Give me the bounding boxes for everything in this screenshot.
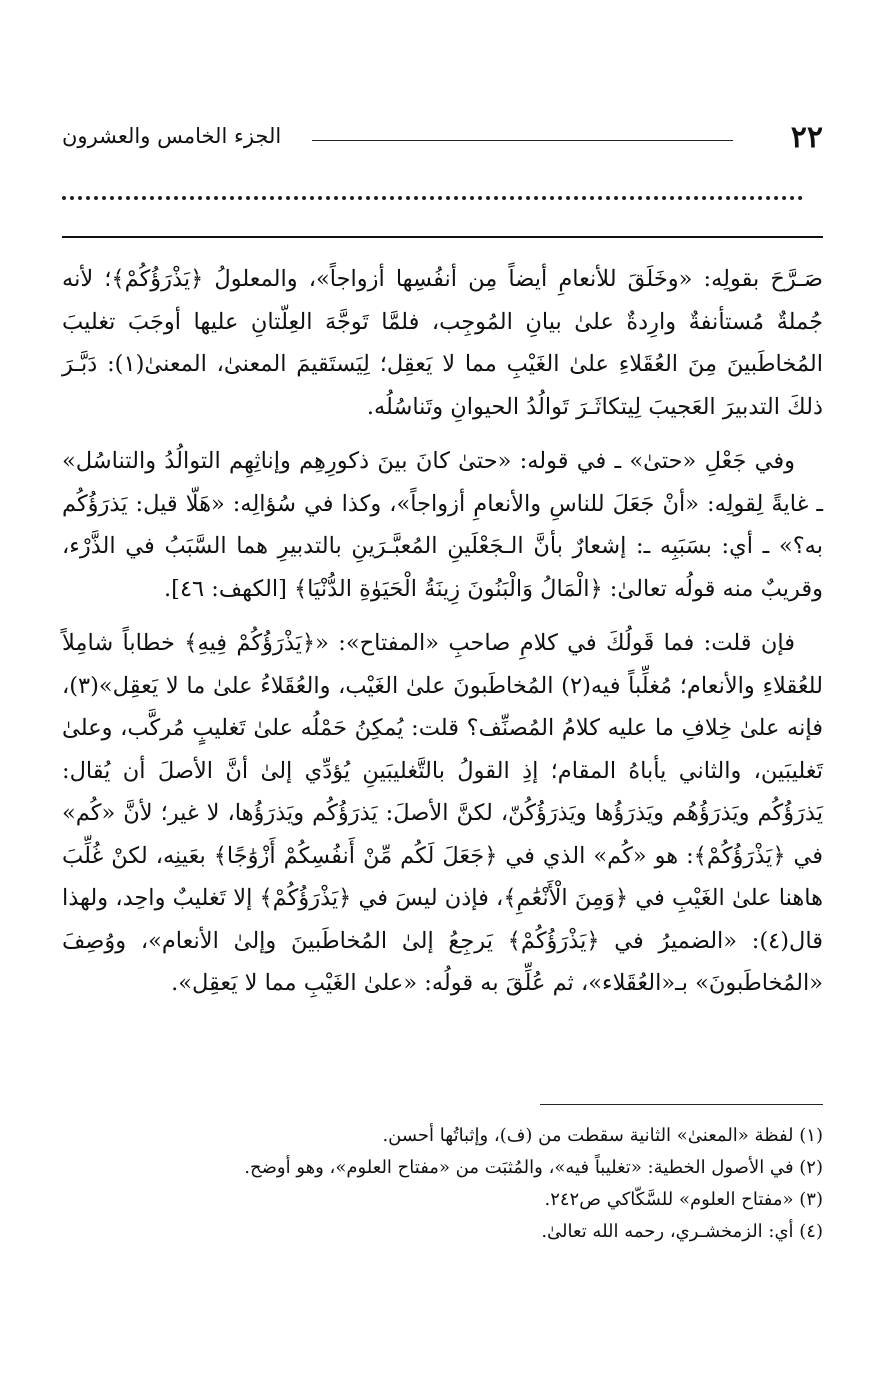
- paragraph-2: وفي جَعْلِ «حتىٰ» ـ في قوله: «حتىٰ كانَ بينَ ذكورِهِم وإناثِهِم التوالُدُ والتناسُل» ـ غايةً لِقولِه: «أنْ جَعَلَ للناسِ والأنعامِ أزواجاً»، وكذا في سُؤالِه: «هَلّا قيل: يَذرَؤُكُم به؟» ـ أي: بسَبَبِه ـ: إشعارٌ بأنَّ الـجَعْلَينِ المُعبَّـرَينِ بالتدبيرِ هما السَّبَبُ في الذَّرْء، وقريبٌ منه قولُه تعالىٰ: ﴿الْمَالُ وَالْبَنُونَ زِينَةُ الْحَيَوٰةِ الدُّنْيَا﴾ [الكهف: ٤٦].: [62, 448, 823, 602]
- paragraph-1: صَـرَّحَ بقولِه: «وخَلَقَ للأنعامِ أيضاً مِن أنفُسِها أزواجاً»، والمعلولُ ﴿يَذْرَؤُكُمْ﴾؛ لأنه جُملةٌ مُستأنفةٌ وارِدةٌ علىٰ بيانِ المُوجِب، فلمَّا تَوجَّهَ العِلّتانِ عليها أوجَبَ تغليبَ المُخاطَبينَ مِنَ العُقَلاءِ علىٰ الغَيْبِ مما لا يَعقِل؛ لِيَستَقيمَ المعنىٰ، المعنىٰ(١): دَبَّـرَ ذلكَ التدبيرَ العَجيبَ لِيتكاثَـرَ تَوالُدُ الحيوانِ وتَناسُلُه.: [62, 266, 823, 420]
- main-text: [62, 258, 823, 1017]
- footnote-rule: [540, 1104, 823, 1105]
- page-number: ٢٢: [790, 120, 823, 155]
- footnote-4: (٤) أي: الزمخشـري، رحمه الله تعالىٰ.: [541, 1221, 823, 1242]
- footnotes: [62, 1120, 823, 1248]
- paragraph-3: فإن قلت: فما قَولُكَ في كلامِ صاحبِ «المفتاح»: «﴿يَذْرَؤُكُمْ فِيهِ﴾ خطاباً شامِلاً للعُقلاءِ والأنعام؛ مُغلِّباً فيه(٢) المُخاطَبونَ علىٰ الغَيْب، والعُقَلاءُ علىٰ ما لا يَعقِل»(٣)، فإنه علىٰ خِلافِ ما عليه كلامُ المُصنِّف؟ قلت: يُمكِنُ حَمْلُه علىٰ تَغليبٍ مُركَّب، وعلىٰ تَغليبَين، والثاني يأباهُ المقام؛ إذِ القولُ بالتَّغليبَينِ يُؤدِّي إلىٰ أنَّ الأصلَ أن يُقال: يَذرَؤُكُم ويَذرَؤُهُم ويَذرَؤُها ويَذرَؤُكُنّ، لكنَّ الأصلَ: يَذرَؤُكُم ويَذرَؤُها، لا غير؛ لأنَّ «كُم» في ﴿يَذْرَؤُكُمْ﴾: هو «كُم» الذي في ﴿جَعَلَ لَكُم مِّنْ أَنفُسِكُمْ أَزْوَٰجًا﴾ بعَينِه، لكنْ غُلِّبَ هاهنا علىٰ الغَيْبِ في ﴿وَمِنَ الْأَنْعَٰمِ﴾، فإذن ليسَ في ﴿يَذْرَؤُكُمْ﴾ إلا تَغليبٌ واحِد، ولهذا قال(٤): «الضميرُ في ﴿يَذْرَؤُكُمْ﴾ يَرجِعُ إلىٰ المُخاطَبينَ وإلىٰ الأنعام»، ووُصِفَ «المُخاطَبونَ» بـ«العُقَلاء»، ثم عُلِّقَ به قولُه: «علىٰ الغَيْبِ مما لا يَعقِل».: [62, 630, 823, 996]
- top-rule: [62, 236, 823, 238]
- footnote-3: (٣) «مفتاح العلوم» للسَّكّاكي ص٢٤٢.: [544, 1189, 823, 1210]
- header-rule: [312, 140, 733, 141]
- footnote-1: (١) لفظة «المعنىٰ» الثانية سقطت من (ف)، وإثباتُها أحسن.: [382, 1125, 823, 1146]
- footnote-2: (٢) في الأصول الخطية: «تغليباً فيه»، والمُثبَت من «مفتاح العلوم»، وهو أوضح.: [244, 1157, 823, 1178]
- running-title: الجزء الخامس والعشرون: [62, 124, 282, 148]
- dotted-separator: [62, 196, 803, 200]
- page-header: [62, 120, 823, 160]
